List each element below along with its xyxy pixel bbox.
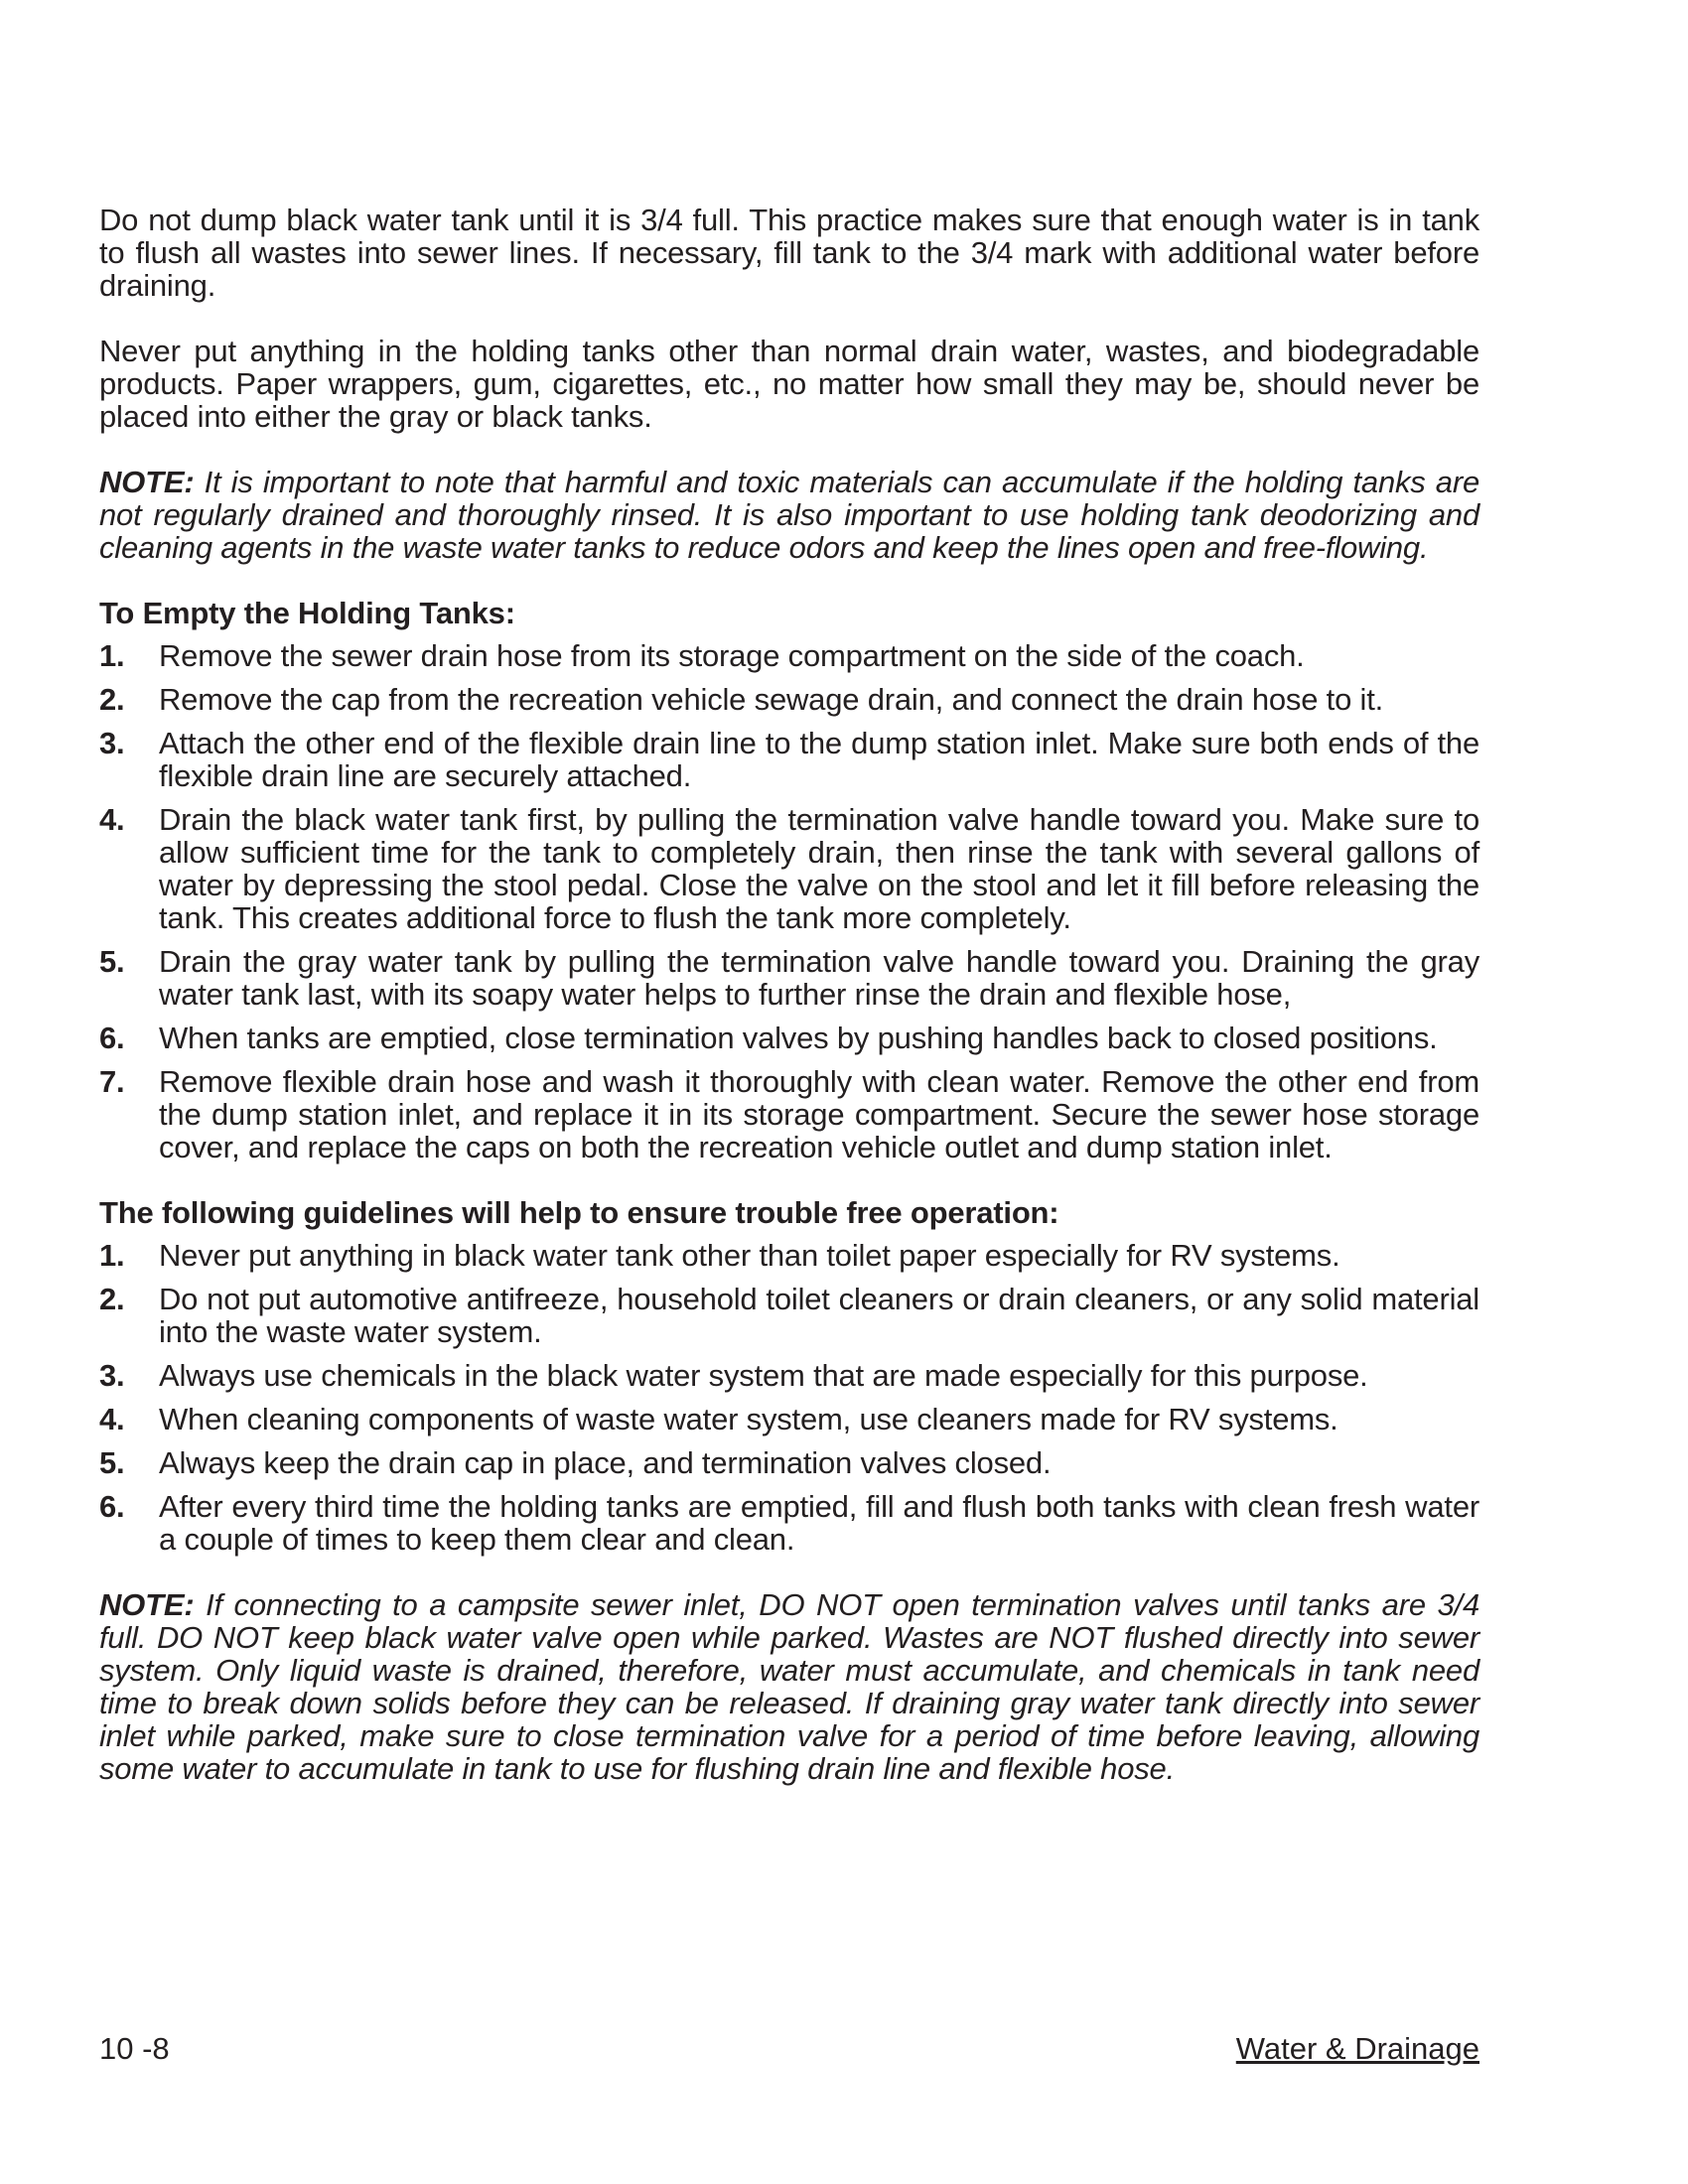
list-item-number: 7. [99,1064,125,1099]
note-2 [99,1588,1479,1785]
list-item-text: Remove flexible drain hose and wash it thoroughly with clean water. Remove the other end from the dump station inlet, and replace it in its storage compartment. Secure the sewer hose storage cover, and replace the caps on both the recreation vehicle outlet and dump station inlet. [159,1064,1479,1164]
list-item-number: 3. [99,1358,125,1393]
list-item-number: 1. [99,1238,125,1273]
list-item-text: Always use chemicals in the black water system that are made especially for this purpose. [159,1358,1368,1393]
list-item-number: 6. [99,1021,125,1055]
list-item-number: 2. [99,1282,125,1316]
list-item [99,727,1479,792]
note-1-text: It is important to note that harmful and toxic materials can accumulate if the holding tanks are not regularly drained and thoroughly rinsed. It is also important to use holding tank deodorizing and cleaning agents in the waste water tanks to reduce odors and keep the lines open and free-flowing. [99,465,1479,565]
list-item-number: 2. [99,682,125,717]
list-item [99,803,1479,934]
list-item-number: 4. [99,802,125,837]
list-item-text: Do not put automotive antifreeze, household toilet cleaners or drain cleaners, or any solid material into the waste water system. [159,1282,1479,1349]
list-item-number: 4. [99,1402,125,1436]
list-item [99,639,1479,672]
list-item [99,1446,1479,1479]
list-item-text: Drain the gray water tank by pulling the termination valve handle toward you. Draining the gray water tank last, with its soapy water helps to further rinse the drain and flexible hose, [159,944,1479,1012]
footer-section-title: Water & Drainage [1235,2031,1479,2066]
list-item [99,1239,1479,1272]
intro-paragraph-2: Never put anything in the holding tanks other than normal drain water, wastes, and biodegradable products. Paper wrappers, gum, cigarettes, etc., no matter how small they may be, should never be placed into either the gray or black tanks. [99,334,1479,434]
list-item-number: 6. [99,1489,125,1524]
list-item-text: Never put anything in black water tank other than toilet paper especially for RV systems. [159,1238,1340,1273]
list-item-number: 5. [99,1445,125,1480]
page-body [99,204,1479,1818]
list-item [99,1490,1479,1556]
list-item-text: Drain the black water tank first, by pulling the termination valve handle toward you. Make sure to allow sufficient time for the tank to completely drain, then rinse the tank with several gallons of water by depressing the stool pedal. Close the valve on the stool and let it fill before releasing the tank. This creates additional force to flush the tank more completely. [159,802,1479,935]
list-item-text: After every third time the holding tanks are emptied, fill and flush both tanks with clean fresh water a couple of times to keep them clear and clean. [159,1489,1479,1557]
list-item-number: 1. [99,638,125,673]
list-item [99,1065,1479,1163]
list-item [99,683,1479,716]
note-2-text: If connecting to a campsite sewer inlet, DO NOT open termination valves until tanks are 3/4 full. DO NOT keep black water valve open while parked. Wastes are NOT flushed directly into sewer system. Only liquid waste is drained, therefore, water must accumulate, and chemicals in tank need time to break down solids before they can be released. If draining gray water tank directly into sewer inlet while parked, make sure to close termination valve for a period of time before leaving, allowing some water to accumulate in tank to use for flushing drain line and flexible hose. [99,1587,1479,1786]
list-item-text: When tanks are emptied, close termination valves by pushing handles back to closed positions. [159,1021,1438,1055]
list-item-text: Always keep the drain cap in place, and termination valves closed. [159,1445,1052,1480]
empty-tanks-heading: To Empty the Holding Tanks: [99,596,515,630]
list-item [99,1283,1479,1348]
note-2-label: NOTE: [99,1587,195,1622]
list-item-number: 5. [99,944,125,979]
list-item [99,1022,1479,1054]
list-item-number: 3. [99,726,125,760]
list-item [99,945,1479,1011]
guidelines-heading: The following guidelines will help to ensure trouble free operation: [99,1195,1059,1230]
page-number: 10 -8 [99,2031,170,2066]
list-item-text: Remove the sewer drain hose from its storage compartment on the side of the coach. [159,638,1305,673]
list-item-text: Remove the cap from the recreation vehicle sewage drain, and connect the drain hose to it. [159,682,1384,717]
intro-paragraph-1: Do not dump black water tank until it is 3/4 full. This practice makes sure that enough water is in tank to flush all wastes into sewer lines. If necessary, fill tank to the 3/4 mark with additional water before draining. [99,203,1479,303]
list-item [99,1403,1479,1435]
note-1-label: NOTE: [99,465,195,499]
guidelines-list [99,1239,1479,1556]
list-item-text: When cleaning components of waste water system, use cleaners made for RV systems. [159,1402,1338,1436]
list-item-text: Attach the other end of the flexible drain line to the dump station inlet. Make sure both ends of the flexible drain line are securely attached. [159,726,1479,793]
list-item [99,1359,1479,1392]
empty-tanks-list [99,639,1479,1163]
note-1 [99,466,1479,564]
